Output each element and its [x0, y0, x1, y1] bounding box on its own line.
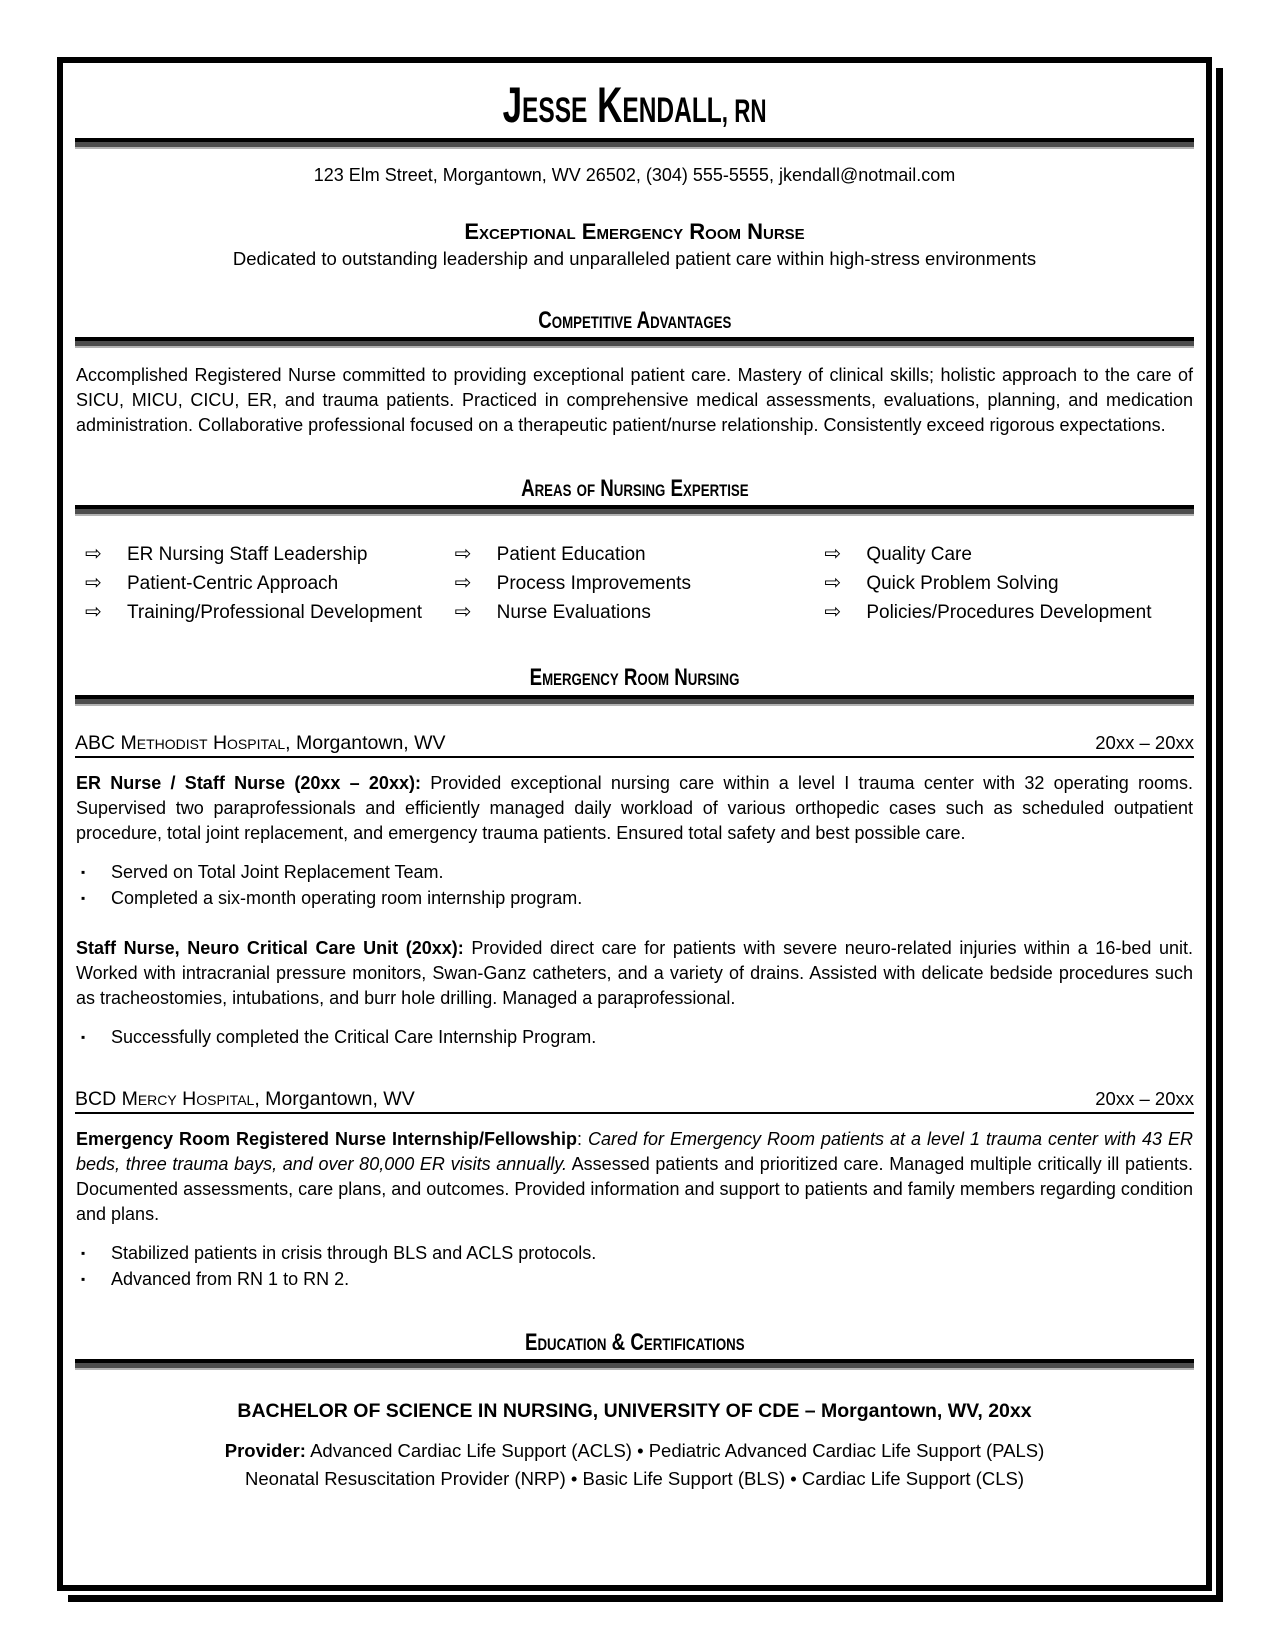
role-description: Provided direct care for patients with severe neuro-related injuries within a 16-bed unit. Worked with intracranial pressure monitors, Swan-Ganz catheters, and a variety of drains. Assisted with delicate bedside procedures such as tracheostomies, intubations, and burr hole drilling. Managed a paraprofessional. [76, 937, 1193, 1008]
candidate-name [75, 79, 1194, 132]
arrow-bullet-icon: ⇨ [824, 543, 842, 566]
role-description: Assessed patients and prioritized care. Managed multiple critically ill patients. Documented assessments, care plans, and outcomes. Provided information and support to patients and family members regarding condition and plans. [76, 1153, 1194, 1224]
arrow-bullet-icon: ⇨ [85, 601, 102, 624]
role-paragraph [76, 771, 1193, 846]
section-title-education-certifications: Education & Certifications [524, 1328, 745, 1356]
section-title-areas-of-nursing-expertise: Areas of Nursing Expertise [520, 474, 749, 502]
provider-label: Provider: [224, 1440, 306, 1462]
role-description-italic: Cared for Emergency Room patients at a level 1 trauma center with 43 ER beds, three trauma bays, and over 80,000 ER visits annually. [76, 1128, 1193, 1174]
employer-location: , Morgantown, WV [254, 1087, 415, 1110]
square-bullet-icon: ▪ [81, 1245, 86, 1260]
certification-line: Neonatal Resuscitation Provider (NRP) • Basic Life Support (BLS) • Cardiac Life Support (CLS) [245, 1468, 1024, 1490]
header-divider [75, 138, 1194, 149]
square-bullet-icon: ▪ [81, 864, 86, 879]
employment-dates: 20xx – 20xx [1095, 731, 1194, 753]
achievement-item: ▪ Advanced from RN 1 to RN 2. [81, 1266, 1194, 1292]
section-title-competitive-advantages: Competitive Advantages [537, 306, 732, 334]
expertise-column [455, 540, 825, 627]
role-title: Staff Nurse, Neuro Critical Care Unit (20xx): [76, 937, 464, 958]
expertise-list [85, 540, 1194, 627]
employer-name: BCD Mercy Hospital [75, 1087, 255, 1110]
degree-location-year: – Morgantown, WV, 20xx [799, 1400, 1032, 1423]
employer-line [75, 732, 446, 755]
name-credential: , RN [721, 93, 767, 129]
employer-name: ABC Methodist Hospital [75, 731, 286, 754]
degree-school: BACHELOR OF SCIENCE IN NURSING, UNIVERSITY OF CDE [237, 1400, 800, 1423]
section-divider [75, 695, 1194, 706]
resume-headline: Exceptional Emergency Room Nurse [464, 218, 805, 244]
achievement-list [81, 1240, 1194, 1292]
summary-paragraph: Accomplished Registered Nurse committed to providing exceptional patient care. Mastery of clinical skills; holistic approach to the care of SICU, MICU, CICU, ER, and trauma patients. Practiced in comprehensive medical assessments, evaluations, planning, and medication administration. Collaborative professional focused on a therapeutic patient/nurse relationship. Consistently exceed rigorous expectations. [76, 364, 1193, 435]
section-divider [75, 505, 1194, 516]
role-description: Provided exceptional nursing care within a level I trauma center with 32 operating rooms. Supervised two paraprofessionals and efficiently managed daily workload of various orthopedic cases such as scheduled outpatient procedure, total joint replacement, and emergency trauma patients. Ensured total safety and best possible care. [76, 772, 1193, 843]
achievement-item: ▪ Successfully completed the Critical Care Internship Program. [81, 1024, 1194, 1050]
achievement-item: ▪ Completed a six-month operating room internship program. [81, 885, 1194, 911]
section-title-emergency-room-nursing: Emergency Room Nursing [529, 664, 740, 692]
expertise-item: ⇨ ER Nursing Staff Leadership [85, 540, 455, 569]
arrow-bullet-icon: ⇨ [454, 572, 472, 595]
job-header [75, 732, 1194, 758]
resume-frame [57, 57, 1212, 1591]
expertise-item: ⇨ Patient-Centric Approach [85, 569, 455, 598]
name-main: Jesse Kendall [502, 77, 722, 133]
job-header [75, 1088, 1194, 1114]
arrow-bullet-icon: ⇨ [85, 572, 102, 595]
expertise-item: ⇨ Training/Professional Development [85, 598, 455, 627]
role-title: ER Nurse / Staff Nurse (20xx – 20xx): [76, 772, 421, 793]
employer-line [75, 1088, 415, 1111]
candidate-name-text [503, 79, 767, 132]
certifications [75, 1437, 1194, 1493]
expertise-item: ⇨ Quick Problem Solving [824, 569, 1194, 598]
achievement-list [81, 1024, 1194, 1050]
role-paragraph [76, 1127, 1193, 1227]
expertise-column [85, 540, 455, 627]
arrow-bullet-icon: ⇨ [454, 601, 472, 624]
arrow-bullet-icon: ⇨ [824, 601, 842, 624]
role-title-separator: : [577, 1128, 589, 1149]
employment-dates: 20xx – 20xx [1095, 1087, 1194, 1109]
expertise-item: ⇨ Nurse Evaluations [455, 598, 825, 627]
square-bullet-icon: ▪ [81, 890, 86, 905]
arrow-bullet-icon: ⇨ [454, 543, 472, 566]
arrow-bullet-icon: ⇨ [824, 572, 842, 595]
achievement-item: ▪ Served on Total Joint Replacement Team. [81, 859, 1194, 885]
degree-line [75, 1400, 1194, 1423]
expertise-item: ⇨ Policies/Procedures Development [824, 598, 1194, 627]
role-title: Emergency Room Registered Nurse Internship/Fellowship [76, 1128, 578, 1149]
contact-line: 123 Elm Street, Morgantown, WV 26502, (304) 555-5555, jkendall@notmail.com [313, 164, 956, 185]
achievement-list [81, 859, 1194, 911]
resume-tagline: Dedicated to outstanding leadership and unparalleled patient care within high-stress environments [232, 247, 1037, 269]
certification-line: Provider: Advanced Cardiac Life Support (ACLS) • Pediatric Advanced Cardiac Life Support (PALS) [224, 1440, 1045, 1462]
square-bullet-icon: ▪ [81, 1029, 86, 1044]
square-bullet-icon: ▪ [81, 1271, 86, 1286]
arrow-bullet-icon: ⇨ [85, 543, 102, 566]
expertise-item: ⇨ Process Improvements [455, 569, 825, 598]
expertise-item: ⇨ Quality Care [824, 540, 1194, 569]
section-divider [75, 1359, 1194, 1370]
section-divider [75, 337, 1194, 348]
employer-location: , Morgantown, WV [285, 731, 446, 754]
expertise-item: ⇨ Patient Education [455, 540, 825, 569]
expertise-column [824, 540, 1194, 627]
role-paragraph [76, 936, 1193, 1011]
achievement-item: ▪ Stabilized patients in crisis through BLS and ACLS protocols. [81, 1240, 1194, 1266]
